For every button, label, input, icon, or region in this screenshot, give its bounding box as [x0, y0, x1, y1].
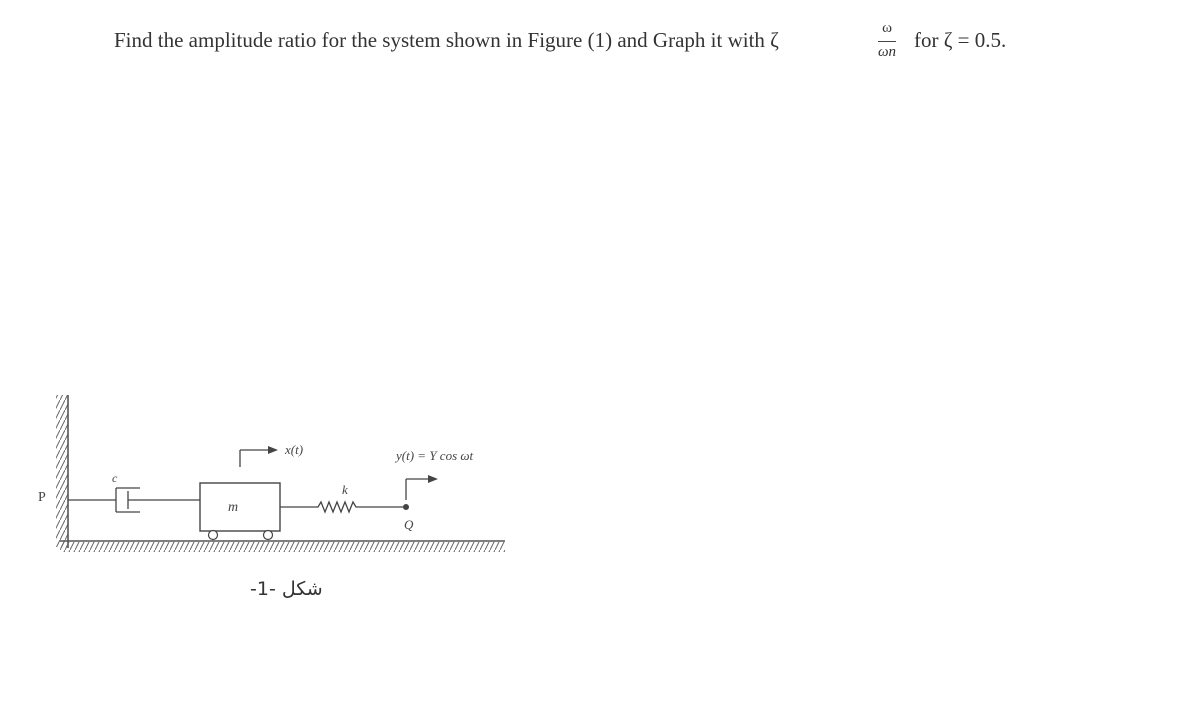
label-input: y(t) = Y cos ωt	[396, 448, 474, 463]
damping-condition: for ζ = 0.5.	[914, 28, 1007, 52]
input-point	[403, 475, 438, 510]
question-text: Find the amplitude ratio for the system shown in Figure (1) and Graph it with ζ	[114, 28, 779, 52]
label-q: Q	[404, 517, 414, 532]
fraction-numerator: ω	[882, 20, 892, 36]
damper	[68, 488, 200, 512]
label-p: P	[38, 490, 46, 505]
fraction-denominator: ωn	[877, 44, 897, 60]
label-k: k	[342, 482, 348, 497]
figure-caption: شكل -1-	[250, 578, 323, 600]
spring	[280, 502, 405, 512]
fixed-wall	[56, 395, 68, 548]
ground	[60, 541, 505, 552]
displacement-arrow	[240, 446, 278, 467]
label-m: m	[228, 500, 239, 515]
mass-block	[200, 483, 280, 540]
label-displacement: x(t)	[285, 442, 304, 457]
label-c: c	[112, 471, 118, 485]
